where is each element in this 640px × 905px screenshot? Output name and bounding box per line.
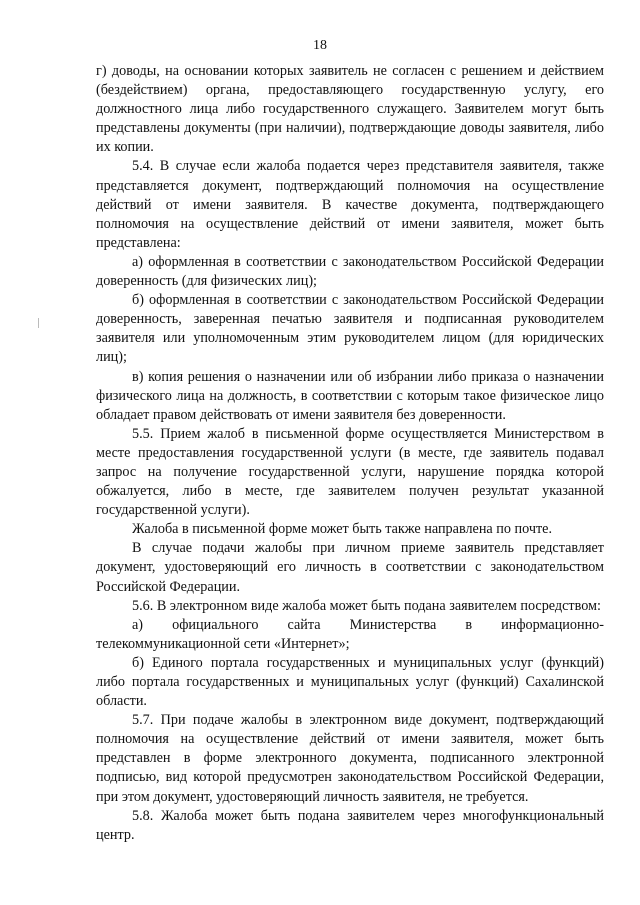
paragraph-5-6: 5.6. В электронном виде жалоба может быть подана заявителем посредством: [132, 597, 601, 614]
paragraph-item-g-continued: г) доводы, на основании которых заявитель не согласен с решением и действием (бездействием) органа, предоставляющего государственную услугу, его должностного лица либо государственного служащего. Заявителем могут быть представлены документы (при наличии), подтверждающие доводы заявителя, либо их копии. [96, 63, 604, 156]
paragraph-5-8: 5.8. Жалоба может быть подана заявителем через многофункциональный центр. [96, 807, 604, 843]
paragraph-5-4: 5.4. В случае если жалоба подается через представителя заявителя, также представляется документ, подтверждающий полномочия на осуществление действий от имени заявителя. В качестве документа, подтверждающего полномочия на осуществление действий от имени заявителя, может быть представлена: [96, 158, 604, 251]
paragraph-5-4-item-a: а) оформленная в соответствии с законодательством Российской Федерации доверенность (для физических лиц); [96, 253, 604, 290]
paragraph-5-6-item-b: б) Единого портала государственных и муниципальных услуг (функций) либо портала государственных и муниципальных услуг (функций) Сахалинской области. [96, 654, 604, 710]
paragraph-mail: Жалоба в письменной форме может быть также направлена по почте. [132, 521, 553, 538]
document-body [96, 62, 604, 845]
page-number: 18 [313, 38, 327, 53]
paragraph-5-5: 5.5. Прием жалоб в письменной форме осуществляется Министерством в месте предоставления государственной услуги (в месте, где заявитель подавал запрос на получение государственной услуги, нарушение порядка которой обжалуется, либо в месте, где заявителем получен результат указанной государственной услуги). [96, 425, 604, 519]
paragraph-5-4-item-v: в) копия решения о назначении или об избрании либо приказа о назначении физического лица на должность, в соответствии с которым такое физическое лицо обладает правом действовать от имени заявителя без доверенности. [96, 368, 604, 423]
paragraph-5-7: 5.7. При подаче жалобы в электронном виде документ, подтверждающий полномочия на осуществление действий от имени заявителя, может быть представлен в форме электронного документа, подписанного электронной подписью, вид которой предусмотрен законодательством Российской Федерации, при этом документ, удостоверяющий личность заявителя, не требуется. [96, 712, 604, 805]
paragraph-5-4-item-b: б) оформленная в соответствии с законодательством Российской Федерации доверенность, заверенная печатью заявителя и подписанная руководителем заявителя или уполномоченным этим руководителем лицом (для юридических лиц); [96, 292, 604, 366]
margin-scan-mark [38, 318, 39, 328]
paragraph-personal-reception: В случае подачи жалобы при личном приеме заявитель представляет документ, удостоверяющий его личность в соответствии с законодательством Российской Федерации. [96, 540, 604, 595]
paragraph-5-6-item-a: а) официального сайта Министерства в информационно-телекоммуникационной сети «Интернет»; [96, 616, 604, 652]
